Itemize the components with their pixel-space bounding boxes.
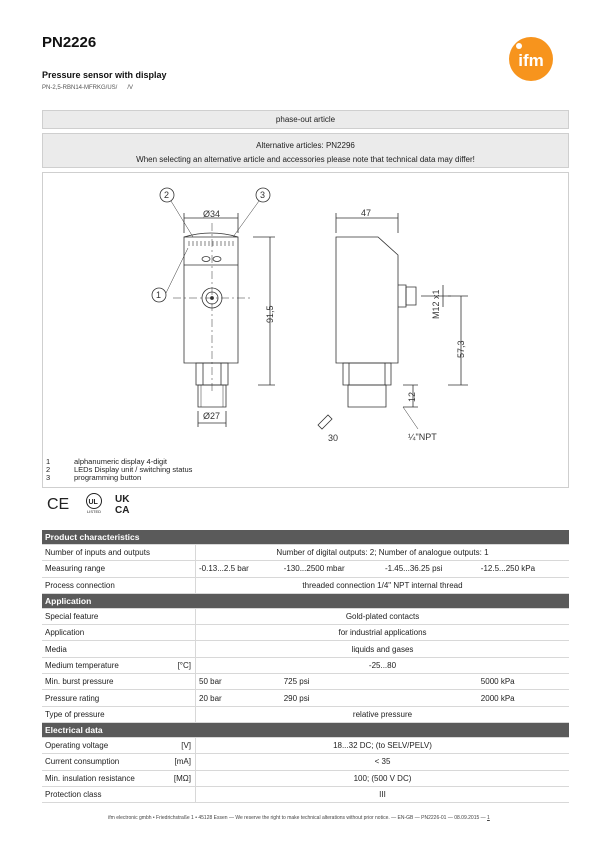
- dim-thread-length: 12: [407, 391, 417, 402]
- svg-text:2: 2: [164, 190, 170, 200]
- dim-side-height: 57,3: [456, 340, 466, 358]
- dim-connector: M12 x1: [431, 289, 441, 319]
- article-code: [42, 85, 143, 91]
- sensor-body-front: [184, 237, 238, 363]
- product-subtitle: Pressure sensor with display: [42, 70, 167, 80]
- led-left: [202, 257, 210, 262]
- alternative-notice: [42, 133, 569, 168]
- wrench-size: 30: [328, 433, 339, 443]
- article-code-suffix: /V: [127, 85, 134, 91]
- section-header: Product characteristics: [42, 530, 569, 545]
- certification-marks: [47, 492, 139, 514]
- page-title: PN2226: [42, 34, 97, 51]
- svg-text:LISTED: LISTED: [87, 509, 102, 514]
- table-row: Min. burst pressure 50 bar 725 psi 5000 kPa: [42, 674, 569, 690]
- phase-out-notice: phase-out article: [42, 110, 569, 129]
- table-row: Operating voltage [V] 18...32 DC; (to SELV/PELV): [42, 737, 569, 753]
- table-row: Media liquids and gases: [42, 641, 569, 657]
- article-code-main: PN-2,5-RBN14-MFRKG/US/: [42, 85, 118, 91]
- legend-item: 3 programming button: [46, 473, 142, 483]
- dim-diameter-bottom: Ø27: [203, 411, 221, 421]
- wrench-icon: [318, 415, 332, 429]
- table-row: Min. insulation resistance [MΩ] 100; (500 V DC): [42, 770, 569, 786]
- svg-text:3: 3: [260, 190, 266, 200]
- alternative-warning: When selecting an alternative article and accessories please note that technical data may differ!: [136, 155, 475, 164]
- hex-side: [343, 363, 391, 385]
- table-row: Number of inputs and outputs Number of digital outputs: 2; Number of analogue outputs: 1: [42, 545, 569, 561]
- ukca-mark-icon: [115, 492, 139, 514]
- dimension-drawing: [42, 172, 569, 488]
- connector-side: [398, 285, 406, 307]
- dim-depth: 47: [361, 208, 372, 218]
- dim-diameter-top: Ø34: [203, 209, 221, 219]
- sensor-body-side: [336, 237, 398, 363]
- thread-label: ¼"NPT: [408, 432, 437, 442]
- table-row: Application for industrial applications: [42, 625, 569, 641]
- svg-text:CE: CE: [47, 496, 70, 512]
- display-segments: [189, 241, 233, 246]
- svg-text:UL: UL: [88, 499, 98, 506]
- alternative-articles: Alternative articles: PN2296: [256, 141, 355, 150]
- ce-mark-icon: [47, 494, 73, 512]
- table-row: Pressure rating 20 bar 290 psi 2000 kPa: [42, 690, 569, 706]
- footer-text: ifm electronic gmbh • Friedrichstraße 1 • 45128 Essen — We reserve the right to make technical alterations without prior notice. — EN-GB — PN2226-01 — 08.09.2015 —: [108, 815, 486, 821]
- logo-text: ifm: [518, 51, 544, 70]
- table-row: Protection class III: [42, 786, 569, 802]
- table-row: Special feature Gold-plated contacts: [42, 608, 569, 624]
- section-header: Electrical data: [42, 722, 569, 737]
- drawing-legend: [46, 458, 192, 483]
- dim-height: 91,5: [265, 305, 275, 323]
- legend-item: 1 alphanumeric display 4-digit: [46, 457, 167, 466]
- led-right: [213, 257, 221, 262]
- page-footer: [0, 815, 598, 821]
- section-header: Application: [42, 593, 569, 608]
- table-row: Measuring range -0.13...2.5 bar -130...2500 mbar -1.45...36.25 psi -12.5...250 kPa: [42, 561, 569, 577]
- svg-text:CA: CA: [115, 505, 130, 514]
- table-row: Current consumption [mA] < 35: [42, 754, 569, 770]
- table-row: Process connection threaded connection 1/4" NPT internal thread: [42, 577, 569, 593]
- technical-drawing: [43, 173, 568, 487]
- ifm-logo: [508, 36, 554, 82]
- legend-item: 2 LEDs Display unit / switching status: [46, 465, 193, 475]
- table-row: Medium temperature [°C] -25...80: [42, 657, 569, 673]
- table-row: Type of pressure relative pressure: [42, 706, 569, 722]
- svg-text:UK: UK: [115, 494, 130, 505]
- svg-text:1: 1: [156, 290, 162, 300]
- ul-listed-icon: [79, 492, 109, 514]
- page-number: 1: [487, 815, 490, 821]
- spec-table: [42, 530, 569, 803]
